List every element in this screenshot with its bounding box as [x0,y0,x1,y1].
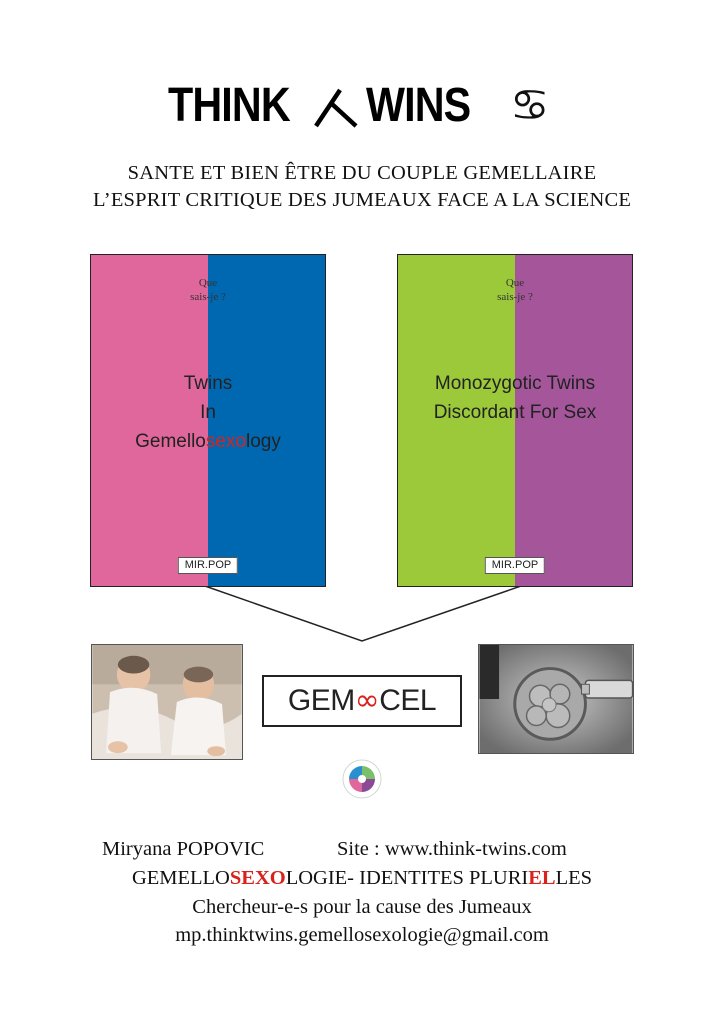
book-cover-monozygotic-twins [397,254,633,587]
logo-wins-text: WINS [366,79,471,132]
logo-think-text: THINK [168,79,290,132]
website-link[interactable]: Site : www.think-twins.com [337,838,567,860]
gemcel-logo: GEM∞CEL [262,675,462,727]
publisher-label: MIR.POP [178,557,238,574]
author-name: Miryana POPOVIC [102,838,265,860]
organization-emblem-icon [341,758,383,800]
cause-statement: Chercheur-e-s pour la cause des Jumeaux [192,896,532,918]
gemellosexologie-tagline: GEMELLOSEXOLOGIE- IDENTITES PLURIELLES [131,867,593,889]
publisher-label: MIR.POP [485,557,545,574]
embryo-microscope-photo [478,644,634,754]
book-cover-twins-gemellosexology [90,254,326,587]
twin-babies-photo [91,644,243,760]
contact-email[interactable]: mp.thinktwins.gemellosexologie@gmail.com [175,924,549,946]
subtitle-line-1: SANTE ET BIEN ÊTRE DU COUPLE GEMELLAIRE [127,162,597,184]
infinity-icon: ∞ [354,683,380,718]
subtitle-line-2: L’ESPRIT CRITIQUE DES JUMEAUX FACE A LA SCIENCE [92,189,632,211]
connector-lines [0,586,724,646]
cancer-zodiac-icon: ♋ [510,80,550,131]
book-title: Monozygotic Twins Discordant For Sex [433,373,597,423]
logo [0,78,724,134]
twins-t-mark-icon [310,86,362,128]
book-title: Twins In Gemellosexology [135,373,281,452]
series-label: Que sais-je ? [190,277,226,303]
series-label: Que sais-je ? [497,277,533,303]
